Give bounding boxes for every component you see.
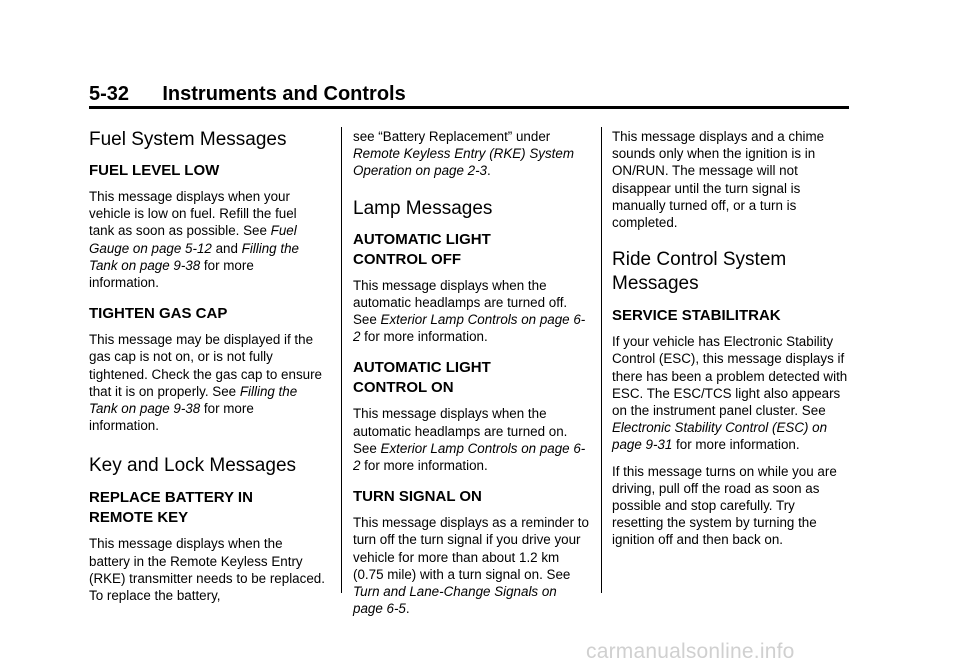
text: If your vehicle has Electronic Stability Control (ESC), this message displays if there has been a problem detected with ESC. The ESC/TCS light also appears on the instrument panel cluster. See <box>612 334 848 419</box>
paragraph-fuel-level-low <box>89 188 325 291</box>
page-title: 5-32 Instruments and Controls <box>89 83 406 105</box>
link-filling-tank[interactable]: Filling the Tank on page 9-38 <box>89 383 298 417</box>
text: see “Battery Replacement” under <box>353 129 551 144</box>
header-rule <box>89 106 849 109</box>
subheading-auto-light-on: AUTOMATIC LIGHT CONTROL ON <box>353 359 491 397</box>
text: for more information. <box>89 401 254 434</box>
text: for more information. <box>672 437 800 453</box>
section-heading-ride-control: Ride Control System Messages <box>612 249 787 295</box>
paragraph-auto-light-on <box>353 405 589 474</box>
paragraph-replace-battery: This message displays when the battery in the Remote Keyless Entry (RKE) transmitter needs to be replaced. To replace the battery, <box>89 536 325 604</box>
paragraph-tighten-gas-cap <box>89 331 325 434</box>
column-divider-1 <box>341 127 342 593</box>
text: . <box>405 601 410 617</box>
subheading-tighten-gas-cap: TIGHTEN GAS CAP <box>89 305 228 323</box>
column-2 <box>353 126 589 617</box>
link-filling-tank[interactable]: Filling the Tank on page 9-38 <box>89 240 299 273</box>
text: This message may be displayed if the gas cap is not on, or is not fully tightened. Check the gas cap to ensure that it is on properly. See <box>89 332 323 399</box>
column-1 <box>89 126 325 604</box>
section-heading-lamp: Lamp Messages <box>353 197 493 219</box>
text: This message displays when your vehicle is low on fuel. Refill the fuel tank as soon as possible. See <box>89 189 297 239</box>
text: This message displays when the automatic headlamps are turned off. See <box>353 277 568 328</box>
link-turn-signals[interactable]: Turn and Lane-Change Signals on page 6-5 <box>353 584 557 617</box>
section-heading-fuel-system: Fuel System Messages <box>89 129 287 150</box>
link-exterior-lamp[interactable]: Exterior Lamp Controls on page 6-2 <box>353 312 586 345</box>
paragraph-battery-continued <box>353 128 589 180</box>
subheading-service-stabilitrak: SERVICE STABILITRAK <box>612 307 781 325</box>
link-esc[interactable]: Electronic Stability Control (ESC) on page 9-31 <box>612 420 828 453</box>
link-rke-system[interactable]: Remote Keyless Entry (RKE) System Operation on page 2-3 <box>353 146 575 179</box>
text: This message displays when the automatic headlamps are turned on. See <box>353 406 568 456</box>
page-header <box>89 82 849 106</box>
subheading-replace-battery: REPLACE BATTERY IN REMOTE KEY <box>89 489 253 527</box>
link-exterior-lamp[interactable]: Exterior Lamp Controls on page 6-2 <box>353 440 586 474</box>
watermark: carmanualsonline.info <box>586 640 795 663</box>
section-heading-key-lock: Key and Lock Messages <box>89 455 297 477</box>
text: for more information. <box>89 257 254 291</box>
paragraph-stabilitrak <box>612 333 848 453</box>
paragraph-turn-signal-chime: This message displays and a chime sounds only when the ignition is in ON/RUN. The message will not disappear until the turn signal is manually turned off, or a turn is completed. <box>612 129 825 231</box>
text: . <box>487 163 491 179</box>
column-divider-2 <box>601 127 602 593</box>
text: for more information. <box>360 329 488 345</box>
subheading-auto-light-off: AUTOMATIC LIGHT CONTROL OFF <box>353 230 491 268</box>
column-3 <box>612 126 848 549</box>
subheading-fuel-level-low: FUEL LEVEL LOW <box>89 162 220 179</box>
paragraph-stabilitrak-reset: If this message turns on while you are driving, pull off the road as soon as possible and stop carefully. Try resetting the system by turning the ignition off and then back on. <box>612 463 837 548</box>
text: This message displays as a reminder to turn off the turn signal if you drive your vehicle for more than about 1.2 km (0.75 mile) with a turn signal on. See <box>353 515 589 582</box>
link-fuel-gauge[interactable]: Fuel Gauge on page 5-12 <box>89 223 297 256</box>
subheading-turn-signal-on: TURN SIGNAL ON <box>353 488 482 506</box>
paragraph-turn-signal-on <box>353 514 589 617</box>
paragraph-auto-light-off <box>353 277 589 346</box>
text: for more information. <box>360 458 488 474</box>
text: and <box>211 240 242 256</box>
